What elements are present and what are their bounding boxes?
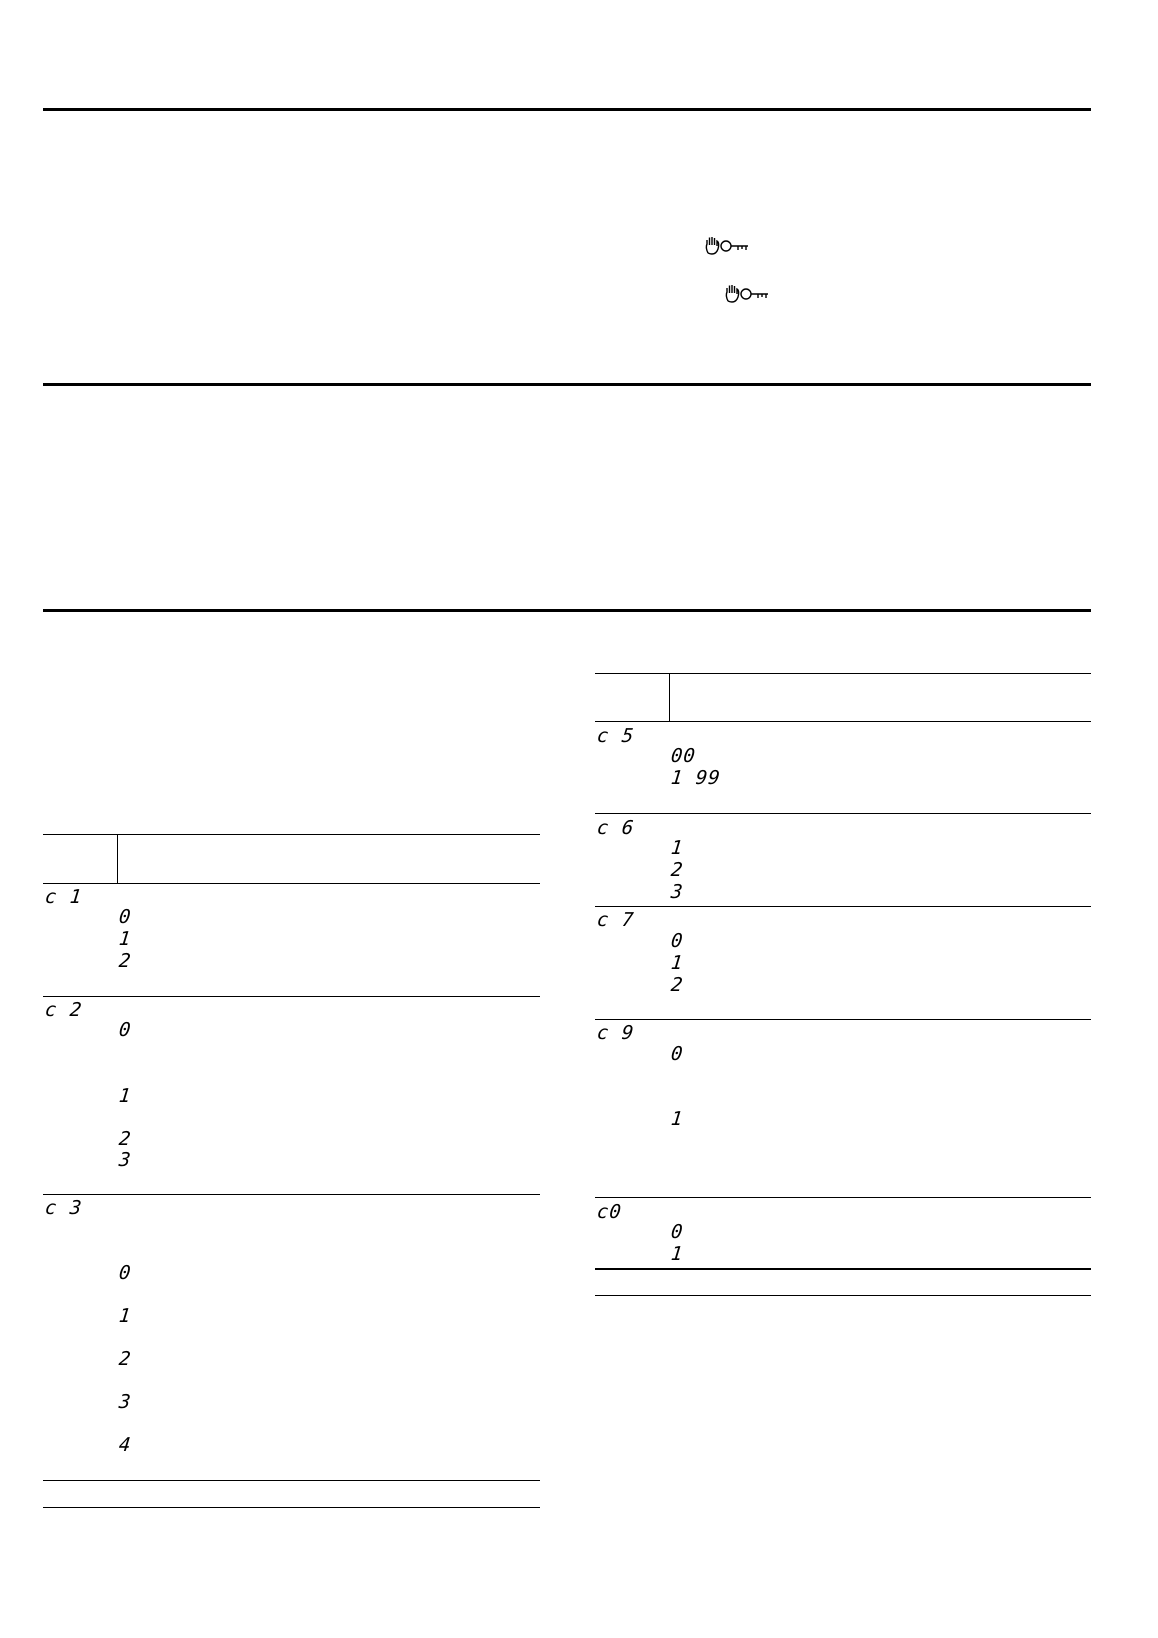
child-lock-icon-2: [724, 283, 770, 305]
table-rule: [595, 813, 1091, 814]
setting-value: 2: [117, 1128, 133, 1150]
table-rule: [595, 906, 1091, 907]
setting-code: c0: [595, 1201, 624, 1223]
setting-code: c 2: [43, 999, 84, 1021]
table-bottom-rule: [43, 1507, 540, 1508]
setting-value: 1: [669, 1243, 685, 1265]
setting-value: 2: [117, 1348, 133, 1370]
table-rule: [595, 1268, 1091, 1270]
setting-value: 1: [117, 1305, 133, 1327]
setting-code: c 9: [595, 1022, 636, 1044]
table-rule: [43, 883, 540, 884]
header-column-separator: [117, 834, 118, 884]
setting-value: 2: [669, 974, 685, 996]
table-rule: [595, 1019, 1091, 1020]
setting-value: 00: [669, 745, 698, 767]
setting-value: 4: [117, 1434, 133, 1456]
setting-value: 1: [117, 928, 133, 950]
setting-code: c 1: [43, 886, 84, 908]
setting-value: 1: [669, 837, 685, 859]
setting-code: c 5: [595, 725, 636, 747]
table-rule: [43, 1480, 540, 1481]
setting-value: 0: [669, 1221, 685, 1243]
setting-value: 2: [117, 950, 133, 972]
setting-code: c 3: [43, 1197, 84, 1219]
setting-value: 2: [669, 859, 685, 881]
setting-value: 0: [669, 1043, 685, 1065]
table-rule: [43, 996, 540, 997]
section-rule-2: [43, 383, 1091, 386]
setting-value: 0: [117, 906, 133, 928]
table-rule: [595, 721, 1091, 722]
child-lock-icon: [704, 235, 750, 257]
setting-value: 0: [669, 930, 685, 952]
table-rule: [595, 1197, 1091, 1198]
table-rule: [43, 1194, 540, 1195]
table-bottom-rule: [595, 1295, 1091, 1296]
setting-value: 3: [117, 1391, 133, 1413]
setting-value: 1: [669, 1108, 685, 1130]
setting-value: 1: [117, 1085, 133, 1107]
section-rule-1: [43, 108, 1091, 111]
setting-value: 0: [117, 1019, 133, 1041]
setting-value: 3: [669, 881, 685, 903]
setting-value: 1: [669, 952, 685, 974]
setting-value: 3: [117, 1149, 133, 1171]
section-rule-3: [43, 609, 1091, 612]
header-column-separator: [669, 673, 670, 722]
setting-code: c 6: [595, 817, 636, 839]
setting-code: c 7: [595, 909, 636, 931]
setting-value: 0: [117, 1262, 133, 1284]
setting-value: 1 99: [669, 767, 722, 789]
